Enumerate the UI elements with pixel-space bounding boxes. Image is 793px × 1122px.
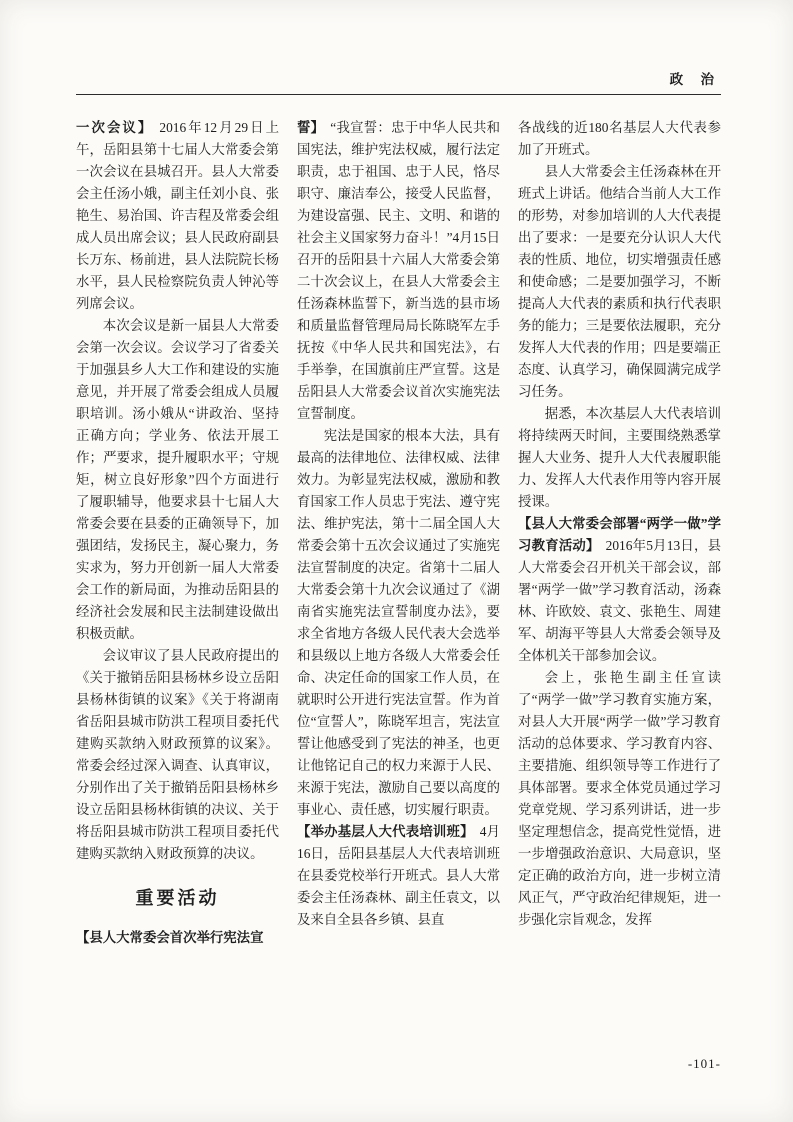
entry-title: 【县人大常委会首次举行宪法宣 <box>76 930 264 945</box>
page-content <box>76 117 721 1041</box>
entry-continuation-paragraph <box>76 117 279 315</box>
entry-text: 2016年5月13日，县人大常委会召开机关干部会议，部署“两学一做”学习教育活动，汤森林、许欧姣、袁文、张艳生、周建军、胡海平等县人大常委会领导及全体机关干部参加会议。 <box>518 538 721 663</box>
paragraph: 县人大常委会主任汤森林在开班式上讲话。他结合当前人大工作的形势，对参加培训的人大代表提出了要求：一是要充分认识人大代表的性质、地位，切实增强责任感和使命感；二是要加强学习，不断提高人大代表的素质和执行代表职务的能力；三是要依法履职，充分发挥人大代表的作用；四是要端正态度、认真学习，确保圆满完成学习任务。 <box>518 164 721 399</box>
entry-title-start-paragraph <box>76 927 279 949</box>
paragraph: 会上，张艳生副主任宣读了“两学一做”学习教育实施方案，对县人大开展“两学一做”学习教育活动的总体要求、学习教育内容、主要措施、组织领导等工作进行了具体部署。要求全体党员通过学习党章党规、学习系列讲话，进一步坚定理想信念，提高党性觉悟，进一步增强政治意识、大局意识，坚定正确的政治方向，进一步树立清风正气，严守政治纪律规矩，进一步强化宗旨观念，发挥 <box>518 670 721 927</box>
section-heading: 重要活动 <box>135 888 220 908</box>
page-header <box>76 68 721 95</box>
entry-text: 2016年12月29日上午，岳阳县第十七届人大常委会第一次会议在县城召开。县人大常委会主任汤小娥，副主任刘小良、张艳生、易治国、许吉程及常委会组成人员出席会议；县人民政府副县长万东、杨前进，县人法院院长杨水平，县人民检察院负责人钟沁等列席会议。 <box>76 120 279 311</box>
paragraph: 本次会议是新一届县人大常委会第一次会议。会议学习了省委关于加强县乡人大工作和建设的实施意见，并开展了常委会组成人员履职培训。汤小娥从“讲政治、坚持正确方向；学业务、依法开展工作；严要求，提升履职水平；守规矩，树立良好形象”四个方面进行了履职辅导，他要求县十七届人大常委会要在县委的正确领导下，加强团结，发扬民主，凝心聚力，务实求为，努力开创新一届人大常委会工作的新局面，为推动岳阳县的经济社会发展和民主法制建设做出积极贡献。 <box>76 318 279 641</box>
entry-title: 一次会议】 <box>76 120 154 135</box>
entry-paragraph <box>297 821 500 931</box>
continuation-paragraph: 各战线的近180名基层人大代表参加了开班式。 <box>518 120 721 157</box>
column-right <box>518 117 721 1041</box>
header-rule <box>76 94 721 95</box>
page-number: -101- <box>687 1056 721 1071</box>
entry-title: 誓】 <box>297 120 325 135</box>
column-middle <box>297 117 500 1041</box>
paragraph: 据悉，本次基层人大代表培训将持续两天时间，主要围绕熟悉掌握人大业务、提升人大代表履职能力、发挥人大代表作用等内容开展授课。 <box>518 406 721 509</box>
entry-continuation-paragraph <box>297 117 500 425</box>
entry-title: 【举办基层人大代表培训班】 <box>297 824 474 839</box>
paragraph: 宪法是国家的根本大法，具有最高的法律地位、法律权威、法律效力。为彰显宪法权威，激励和教育国家工作人员忠于宪法、遵守宪法、维护宪法，第十二届全国人大常委会第十五次会议通过了实施宪法宣誓制度的决定。省第十二届人大常委会第十九次会议通过了《湖南省实施宪法宣誓制度办法》，要求全省地方各级人民代表大会选举和县级以上地方各级人大常委会任命、决定任命的国家工作人员，在就职时公开进行宪法宣誓。作为首位“宣誓人”，陈晓军坦言，宪法宣誓让他感受到了宪法的神圣，也更让他铭记自己的权力来源于人民、来源于宪法，激励自己要以高度的事业心、责任感，切实履行职责。 <box>297 428 500 817</box>
section-label: 政 治 <box>669 72 721 87</box>
entry-text: “我宣誓：忠于中华人民共和国宪法，维护宪法权威，履行法定职责，忠于祖国、忠于人民，恪尽职守、廉洁奉公，接受人民监督，为建设富强、民主、文明、和谐的社会主义国家努力奋斗！”4月15日召开的岳阳县十六届人大常委会第二十次会议上，在县人大常委会主任汤森林监誓下，新当选的县市场和质量监督管理局局长陈晓军左手抚按《中华人民共和国宪法》，右手举拳，在国旗前庄严宣誓。这是岳阳县人大常委会议首次实施宪法宣誓制度。 <box>297 120 500 421</box>
paragraph: 会议审议了县人民政府提出的《关于撤销岳阳县杨林乡设立岳阳县杨林街镇的议案》《关于将湖南省岳阳县城市防洪工程项目委托代建购买款纳入财政预算的议案》。常委会经过深入调查、认真审议，分别作出了关于撤销岳阳县杨林乡设立岳阳县杨林街镇的决议、关于将岳阳县城市防洪工程项目委托代建购买款纳入财政预算的决议。 <box>76 648 279 861</box>
entry-title: 【县人大常委会部署“两学一做”学习教育活动】 <box>518 516 721 553</box>
entry-text: 4月16日，岳阳县基层人大代表培训班在县委党校举行开班式。县人大常委会主任汤森林、副主任袁文，以及来自全县各乡镇、县直 <box>297 824 500 927</box>
column-left <box>76 117 279 1041</box>
entry-paragraph <box>518 513 721 667</box>
